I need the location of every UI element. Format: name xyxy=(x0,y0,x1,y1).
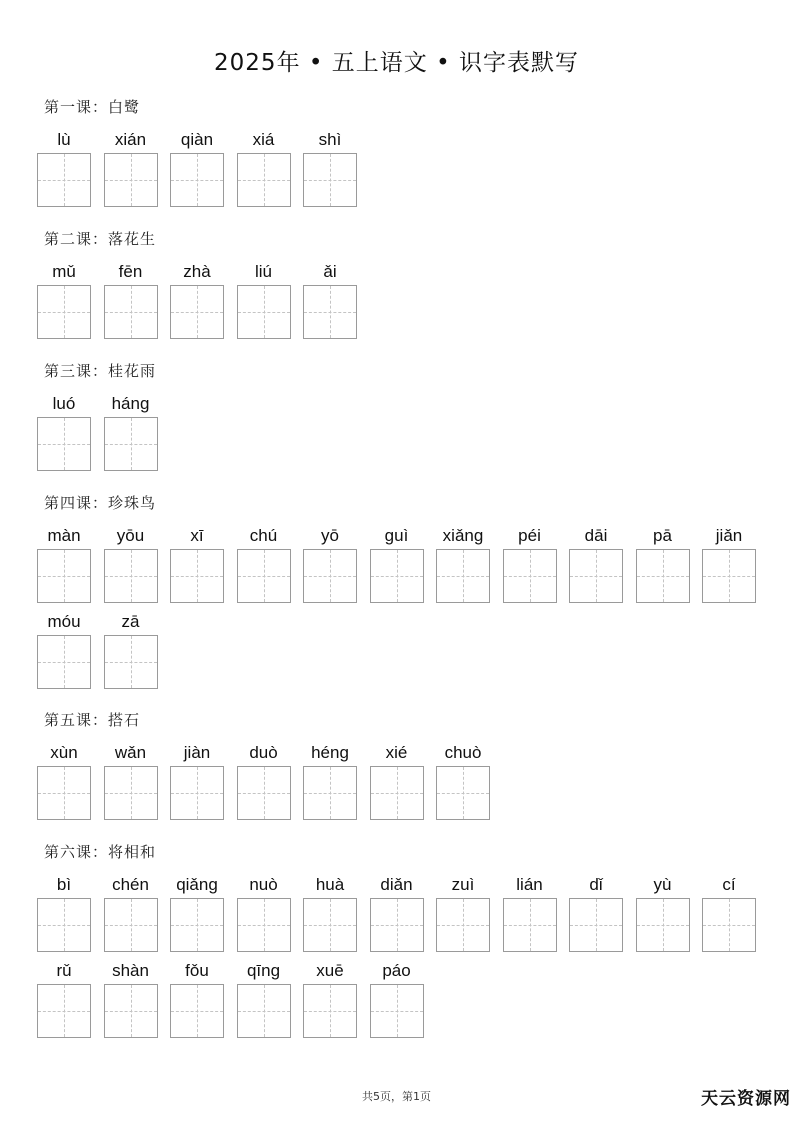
tianzige-box[interactable] xyxy=(303,549,357,603)
tianzige-box[interactable] xyxy=(436,766,490,820)
guide-line-vertical xyxy=(663,899,664,951)
guide-line-vertical xyxy=(197,899,198,951)
guide-line-vertical xyxy=(264,550,265,602)
character-cell xyxy=(370,524,424,603)
lesson-section xyxy=(44,97,764,214)
character-cell xyxy=(370,873,424,952)
tianzige-box[interactable] xyxy=(37,984,91,1038)
tianzige-box[interactable] xyxy=(503,549,557,603)
character-cell xyxy=(104,610,158,689)
character-cell xyxy=(436,741,490,820)
pinyin-label: xiǎng xyxy=(442,526,484,545)
tianzige-box[interactable] xyxy=(170,549,224,603)
tianzige-box[interactable] xyxy=(37,285,91,339)
character-cell xyxy=(503,524,557,603)
tianzige-box[interactable] xyxy=(104,285,158,339)
character-cell xyxy=(702,524,756,603)
character-cell xyxy=(237,128,291,207)
character-cell xyxy=(636,873,690,952)
pinyin-label: diǎn xyxy=(380,875,413,894)
pinyin-label: yō xyxy=(321,526,339,545)
pinyin-label: jiǎn xyxy=(715,526,743,545)
character-cell xyxy=(104,873,158,952)
guide-line-vertical xyxy=(64,899,65,951)
character-cell xyxy=(370,741,424,820)
pinyin-label: luó xyxy=(52,394,76,413)
guide-line-vertical xyxy=(64,767,65,819)
tianzige-box[interactable] xyxy=(37,635,91,689)
character-cell xyxy=(237,260,291,339)
lesson-heading: 第六课：将相和 xyxy=(44,843,157,861)
pinyin-label: shàn xyxy=(112,961,149,980)
guide-line-vertical xyxy=(131,154,132,206)
grid-row xyxy=(37,128,764,214)
character-cell xyxy=(37,610,91,689)
tianzige-box[interactable] xyxy=(436,898,490,952)
tianzige-box[interactable] xyxy=(104,766,158,820)
pinyin-label: dāi xyxy=(584,526,608,545)
guide-line-vertical xyxy=(729,899,730,951)
guide-line-vertical xyxy=(64,154,65,206)
character-cell xyxy=(37,873,91,952)
grid-row xyxy=(37,959,764,1045)
character-cell xyxy=(104,959,158,1038)
guide-line-vertical xyxy=(264,286,265,338)
tianzige-box[interactable] xyxy=(370,984,424,1038)
guide-line-vertical xyxy=(264,154,265,206)
tianzige-box[interactable] xyxy=(237,984,291,1038)
character-cell xyxy=(303,959,357,1038)
character-cell xyxy=(104,741,158,820)
pinyin-label: cí xyxy=(722,875,736,894)
pinyin-label: duò xyxy=(249,743,278,762)
guide-line-vertical xyxy=(330,767,331,819)
tianzige-grid xyxy=(37,873,764,1045)
pinyin-label: zuì xyxy=(451,875,475,894)
watermark-logo: 天云资源网 xyxy=(701,1089,791,1109)
guide-line-vertical xyxy=(330,286,331,338)
character-cell xyxy=(503,873,557,952)
character-cell xyxy=(702,873,756,952)
guide-line-vertical xyxy=(264,985,265,1037)
tianzige-box[interactable] xyxy=(636,898,690,952)
pinyin-label: nuò xyxy=(249,875,278,894)
guide-line-vertical xyxy=(397,767,398,819)
tianzige-box[interactable] xyxy=(104,549,158,603)
guide-line-vertical xyxy=(463,899,464,951)
character-cell xyxy=(237,959,291,1038)
tianzige-box[interactable] xyxy=(303,285,357,339)
pinyin-label: qīng xyxy=(246,961,281,980)
pinyin-label: páo xyxy=(382,961,411,980)
guide-line-vertical xyxy=(397,899,398,951)
lesson-section xyxy=(44,493,764,696)
tianzige-box[interactable] xyxy=(702,898,756,952)
pinyin-label: xùn xyxy=(50,743,78,762)
tianzige-box[interactable] xyxy=(237,766,291,820)
pinyin-label: liú xyxy=(254,262,272,281)
pinyin-label: jiàn xyxy=(183,743,211,762)
guide-line-vertical xyxy=(197,985,198,1037)
character-cell xyxy=(37,959,91,1038)
character-cell xyxy=(170,959,224,1038)
lesson-heading: 第五课：搭石 xyxy=(44,711,141,729)
pinyin-label: bì xyxy=(56,875,72,894)
character-cell xyxy=(237,741,291,820)
pinyin-label: xián xyxy=(114,130,147,149)
guide-line-vertical xyxy=(131,985,132,1037)
tianzige-box[interactable] xyxy=(170,898,224,952)
tianzige-box[interactable] xyxy=(569,898,623,952)
guide-line-vertical xyxy=(197,550,198,602)
guide-line-vertical xyxy=(131,550,132,602)
character-cell xyxy=(37,741,91,820)
character-cell xyxy=(569,524,623,603)
tianzige-box[interactable] xyxy=(104,898,158,952)
character-cell xyxy=(370,959,424,1038)
guide-line-vertical xyxy=(64,286,65,338)
guide-line-vertical xyxy=(596,899,597,951)
pinyin-label: háng xyxy=(111,394,150,413)
guide-line-vertical xyxy=(131,899,132,951)
tianzige-box[interactable] xyxy=(104,417,158,471)
tianzige-box[interactable] xyxy=(303,766,357,820)
tianzige-box[interactable] xyxy=(436,549,490,603)
character-cell xyxy=(303,260,357,339)
character-cell xyxy=(170,741,224,820)
character-cell xyxy=(436,873,490,952)
guide-line-vertical xyxy=(131,418,132,470)
character-cell xyxy=(569,873,623,952)
guide-line-vertical xyxy=(397,550,398,602)
character-cell xyxy=(636,524,690,603)
pinyin-label: péi xyxy=(518,526,541,545)
guide-line-vertical xyxy=(131,636,132,688)
pinyin-label: guì xyxy=(384,526,409,545)
guide-line-vertical xyxy=(463,550,464,602)
guide-line-vertical xyxy=(463,767,464,819)
character-cell xyxy=(436,524,490,603)
guide-line-vertical xyxy=(729,550,730,602)
pinyin-label: chén xyxy=(112,875,149,894)
tianzige-box[interactable] xyxy=(237,285,291,339)
pinyin-label: rǔ xyxy=(56,961,72,980)
character-cell xyxy=(303,128,357,207)
character-cell xyxy=(303,524,357,603)
character-cell xyxy=(170,524,224,603)
character-cell xyxy=(237,873,291,952)
pinyin-label: pā xyxy=(653,526,672,545)
tianzige-box[interactable] xyxy=(104,153,158,207)
tianzige-grid xyxy=(37,392,764,478)
pinyin-label: qiǎng xyxy=(176,875,218,894)
pinyin-label: ǎi xyxy=(323,262,337,281)
pinyin-label: lù xyxy=(57,130,71,149)
pinyin-label: yù xyxy=(653,875,672,894)
guide-line-vertical xyxy=(64,550,65,602)
guide-line-vertical xyxy=(330,154,331,206)
lesson-heading: 第二课：落花生 xyxy=(44,230,157,248)
guide-line-vertical xyxy=(397,985,398,1037)
character-cell xyxy=(303,741,357,820)
pinyin-label: chuò xyxy=(444,743,482,762)
tianzige-box[interactable] xyxy=(37,153,91,207)
tianzige-box[interactable] xyxy=(370,766,424,820)
pinyin-label: yōu xyxy=(116,526,145,545)
guide-line-vertical xyxy=(64,985,65,1037)
character-cell xyxy=(104,524,158,603)
guide-line-vertical xyxy=(330,899,331,951)
page-number: 共5页，第1页 xyxy=(362,1090,431,1103)
pinyin-label: mǔ xyxy=(52,262,76,281)
pinyin-label: lián xyxy=(516,875,543,894)
grid-row xyxy=(37,524,764,610)
pinyin-label: xié xyxy=(385,743,408,762)
tianzige-box[interactable] xyxy=(104,635,158,689)
guide-line-vertical xyxy=(131,767,132,819)
lesson-section xyxy=(44,842,764,1045)
tianzige-box[interactable] xyxy=(370,898,424,952)
pinyin-label: zhà xyxy=(183,262,211,281)
tianzige-box[interactable] xyxy=(170,766,224,820)
grid-row xyxy=(37,873,764,959)
grid-row xyxy=(37,260,764,346)
tianzige-box[interactable] xyxy=(170,285,224,339)
grid-row xyxy=(37,610,764,696)
tianzige-box[interactable] xyxy=(503,898,557,952)
tianzige-box[interactable] xyxy=(37,898,91,952)
lesson-heading: 第四课：珍珠鸟 xyxy=(44,494,157,512)
tianzige-box[interactable] xyxy=(37,549,91,603)
character-cell xyxy=(104,260,158,339)
pinyin-label: shì xyxy=(318,130,342,149)
tianzige-grid xyxy=(37,741,764,827)
guide-line-vertical xyxy=(64,636,65,688)
tianzige-box[interactable] xyxy=(569,549,623,603)
tianzige-box[interactable] xyxy=(303,984,357,1038)
lesson-heading: 第一课：白鹭 xyxy=(44,98,141,116)
pinyin-label: móu xyxy=(47,612,81,631)
tianzige-box[interactable] xyxy=(303,898,357,952)
tianzige-box[interactable] xyxy=(702,549,756,603)
character-cell xyxy=(170,128,224,207)
guide-line-vertical xyxy=(131,286,132,338)
pinyin-label: qiàn xyxy=(180,130,214,149)
tianzige-box[interactable] xyxy=(237,153,291,207)
tianzige-box[interactable] xyxy=(170,984,224,1038)
pinyin-label: xiá xyxy=(252,130,275,149)
guide-line-vertical xyxy=(330,550,331,602)
guide-line-vertical xyxy=(530,550,531,602)
guide-line-vertical xyxy=(197,286,198,338)
pinyin-label: héng xyxy=(311,743,349,762)
pinyin-label: chú xyxy=(249,526,278,545)
guide-line-vertical xyxy=(530,899,531,951)
guide-line-vertical xyxy=(330,985,331,1037)
guide-line-vertical xyxy=(663,550,664,602)
tianzige-box[interactable] xyxy=(237,549,291,603)
tianzige-box[interactable] xyxy=(37,417,91,471)
page-title: 2025年 • 五上语文 • 识字表默写 xyxy=(214,50,579,76)
lesson-section xyxy=(44,710,764,827)
pinyin-label: fēn xyxy=(118,262,143,281)
tianzige-grid xyxy=(37,128,764,214)
character-cell xyxy=(303,873,357,952)
pinyin-label: xuē xyxy=(316,961,344,980)
tianzige-box[interactable] xyxy=(237,898,291,952)
tianzige-grid xyxy=(37,524,764,696)
character-cell xyxy=(104,128,158,207)
character-cell xyxy=(37,392,91,471)
tianzige-grid xyxy=(37,260,764,346)
pinyin-label: dǐ xyxy=(589,875,603,894)
grid-row xyxy=(37,392,764,478)
tianzige-box[interactable] xyxy=(303,153,357,207)
character-cell xyxy=(37,260,91,339)
guide-line-vertical xyxy=(264,767,265,819)
guide-line-vertical xyxy=(264,899,265,951)
pinyin-label: màn xyxy=(47,526,81,545)
guide-line-vertical xyxy=(197,154,198,206)
character-cell xyxy=(37,128,91,207)
character-cell xyxy=(237,524,291,603)
pinyin-label: huà xyxy=(315,875,345,894)
lesson-heading: 第三课：桂花雨 xyxy=(44,362,157,380)
pinyin-label: xī xyxy=(190,526,204,545)
pinyin-label: zā xyxy=(121,612,140,631)
tianzige-box[interactable] xyxy=(170,153,224,207)
character-cell xyxy=(37,524,91,603)
pinyin-label: fǒu xyxy=(185,961,209,980)
pinyin-label: wǎn xyxy=(114,743,147,762)
guide-line-vertical xyxy=(197,767,198,819)
tianzige-box[interactable] xyxy=(370,549,424,603)
character-cell xyxy=(170,873,224,952)
character-cell xyxy=(170,260,224,339)
character-cell xyxy=(104,392,158,471)
tianzige-box[interactable] xyxy=(636,549,690,603)
guide-line-vertical xyxy=(64,418,65,470)
tianzige-box[interactable] xyxy=(37,766,91,820)
grid-row xyxy=(37,741,764,827)
tianzige-box[interactable] xyxy=(104,984,158,1038)
lesson-section xyxy=(44,229,764,346)
lesson-section xyxy=(44,361,764,478)
guide-line-vertical xyxy=(596,550,597,602)
